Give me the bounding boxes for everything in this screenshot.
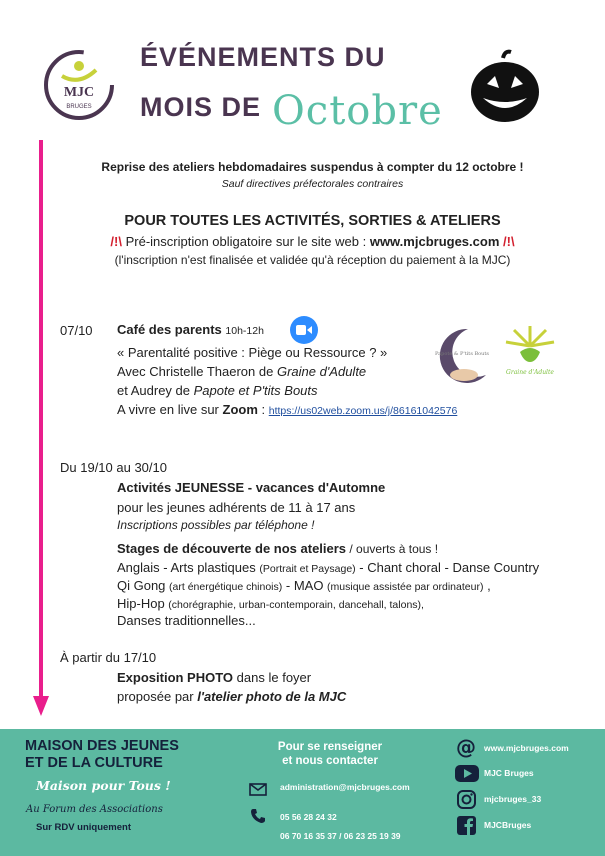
event-date: Du 19/10 au 30/10	[60, 460, 167, 475]
text: Anglais - Arts plastiques	[117, 560, 260, 575]
phone-2[interactable]: 06 70 16 35 37 / 06 23 25 19 39	[280, 831, 401, 841]
graine-text: Graine d'Adulte	[506, 369, 554, 376]
zoom-icon	[290, 316, 318, 344]
event-registration-note: Inscriptions possibles par téléphone !	[117, 518, 315, 532]
website-link[interactable]: www.mjcbruges.com	[369, 234, 500, 249]
mail-icon	[248, 779, 268, 799]
papote-logo	[434, 325, 494, 385]
text: et Audrey de	[117, 383, 194, 398]
timeline-arrow	[33, 696, 49, 716]
graine-logo	[500, 322, 560, 384]
event-time: 10h-12h	[225, 325, 264, 337]
youtube-icon	[455, 763, 479, 783]
event-title: Activités JEUNESSE - vacances d'Automne	[117, 480, 386, 495]
footer-org-name	[25, 738, 179, 772]
text: Avec Christelle Thaeron de	[117, 364, 277, 379]
timeline-line	[39, 140, 43, 700]
event-subtitle: « Parentalité positive : Piège ou Ressource ? »	[117, 345, 388, 360]
footer-phones	[280, 808, 401, 846]
org-line-2: ET DE LA CULTURE	[25, 755, 163, 771]
preregistration-line	[60, 234, 565, 249]
footer-rdv: Sur RDV uniquement	[36, 822, 132, 833]
footer-email[interactable]: administration@mjcbruges.com	[280, 782, 410, 792]
payment-note: (l'inscription n'est finalisée et validée qu'à réception du paiement à la MJC)	[114, 253, 511, 267]
warning-mark: /!\	[110, 234, 122, 249]
text: - Chant choral - Danse Country	[355, 560, 540, 575]
footer-info-heading	[270, 740, 390, 768]
org-name: Graine d'Adulte	[276, 364, 367, 379]
detail: (Portrait et Paysage)	[259, 563, 356, 575]
zoom-link[interactable]: https://us02web.zoom.us/j/86161042576	[268, 405, 458, 417]
event-date: À partir du 17/10	[60, 650, 157, 665]
stages-heading	[117, 539, 438, 559]
event-title-line	[117, 668, 311, 687]
event-speaker-2	[117, 381, 318, 400]
at-icon: @	[456, 735, 476, 759]
page-title-line1: ÉVÉNEMENTS DU	[140, 42, 386, 72]
event-date: 07/10	[60, 323, 93, 338]
preregistration-text: Pré-inscription obligatoire sur le site web :	[121, 234, 370, 249]
text: ,	[483, 578, 491, 593]
pumpkin-icon	[465, 48, 545, 124]
page-title-month: Octobre	[272, 88, 443, 134]
event-title-line	[117, 320, 264, 341]
text: Hip-Hop	[117, 596, 169, 611]
text: :	[257, 402, 269, 417]
page-title-line2: MOIS DE	[140, 92, 262, 122]
text: proposée par	[117, 689, 198, 704]
detail: (art énergétique chinois)	[169, 581, 283, 593]
info-line-1: Pour se renseigner	[277, 741, 383, 753]
stages-suffix: / ouverts à tous !	[346, 542, 439, 556]
detail: (chorégraphie, urban-contemporain, dancehall, talons),	[168, 599, 424, 611]
text: A vivre en live sur	[117, 402, 223, 417]
footer-instagram[interactable]: mjcbruges_33	[484, 794, 542, 804]
text: dans le foyer	[233, 670, 312, 685]
phone-icon	[248, 806, 268, 826]
detail: (musique assistée par ordinateur)	[327, 581, 484, 593]
text: - MAO	[282, 578, 328, 593]
footer-facebook[interactable]: MJCBruges	[484, 820, 532, 830]
event-zoom-line	[117, 400, 457, 421]
zoom-label: Zoom	[222, 402, 258, 417]
activities-heading: POUR TOUTES LES ACTIVITÉS, SORTIES & ATELIERS	[124, 213, 501, 229]
resume-notice: Reprise des ateliers hebdomadaires suspendus à compter du 12 octobre !	[101, 160, 524, 174]
footer-forum: Au Forum des Associations	[26, 804, 163, 815]
event-audience: pour les jeunes adhérents de 11 à 17 ans	[117, 500, 356, 515]
logo-text: MJC	[63, 85, 95, 100]
stages-title: Stages de découverte de nos ateliers	[117, 541, 347, 556]
stages-line-4: Danses traditionnelles...	[117, 613, 256, 628]
footer-website[interactable]: www.mjcbruges.com	[484, 743, 569, 753]
facebook-icon	[456, 815, 476, 835]
event-title: Exposition PHOTO	[117, 670, 234, 685]
logo-subtext: BRUGES	[66, 104, 92, 110]
organizer: l'atelier photo de la MJC	[197, 689, 347, 704]
org-line-1: MAISON DES JEUNES	[25, 738, 179, 754]
instagram-icon	[456, 789, 476, 809]
org-name: Papote et P'tits Bouts	[193, 383, 318, 398]
footer-slogan: Maison pour Tous !	[36, 778, 171, 793]
footer-youtube[interactable]: MJC Bruges	[484, 768, 534, 778]
warning-mark: /!\	[503, 234, 515, 249]
papote-text: Papote & P'tits Bouts	[435, 351, 489, 357]
event-organizer-line	[117, 687, 346, 706]
event-title: Café des parents	[117, 322, 222, 337]
phone-1[interactable]: 05 56 28 24 32	[280, 812, 337, 822]
mjc-logo	[40, 46, 118, 124]
caveat-notice: Sauf directives préfectorales contraires	[221, 178, 404, 190]
event-speaker-1	[117, 362, 366, 381]
text: Qi Gong	[117, 578, 170, 593]
info-line-2: et nous contacter	[282, 755, 378, 767]
